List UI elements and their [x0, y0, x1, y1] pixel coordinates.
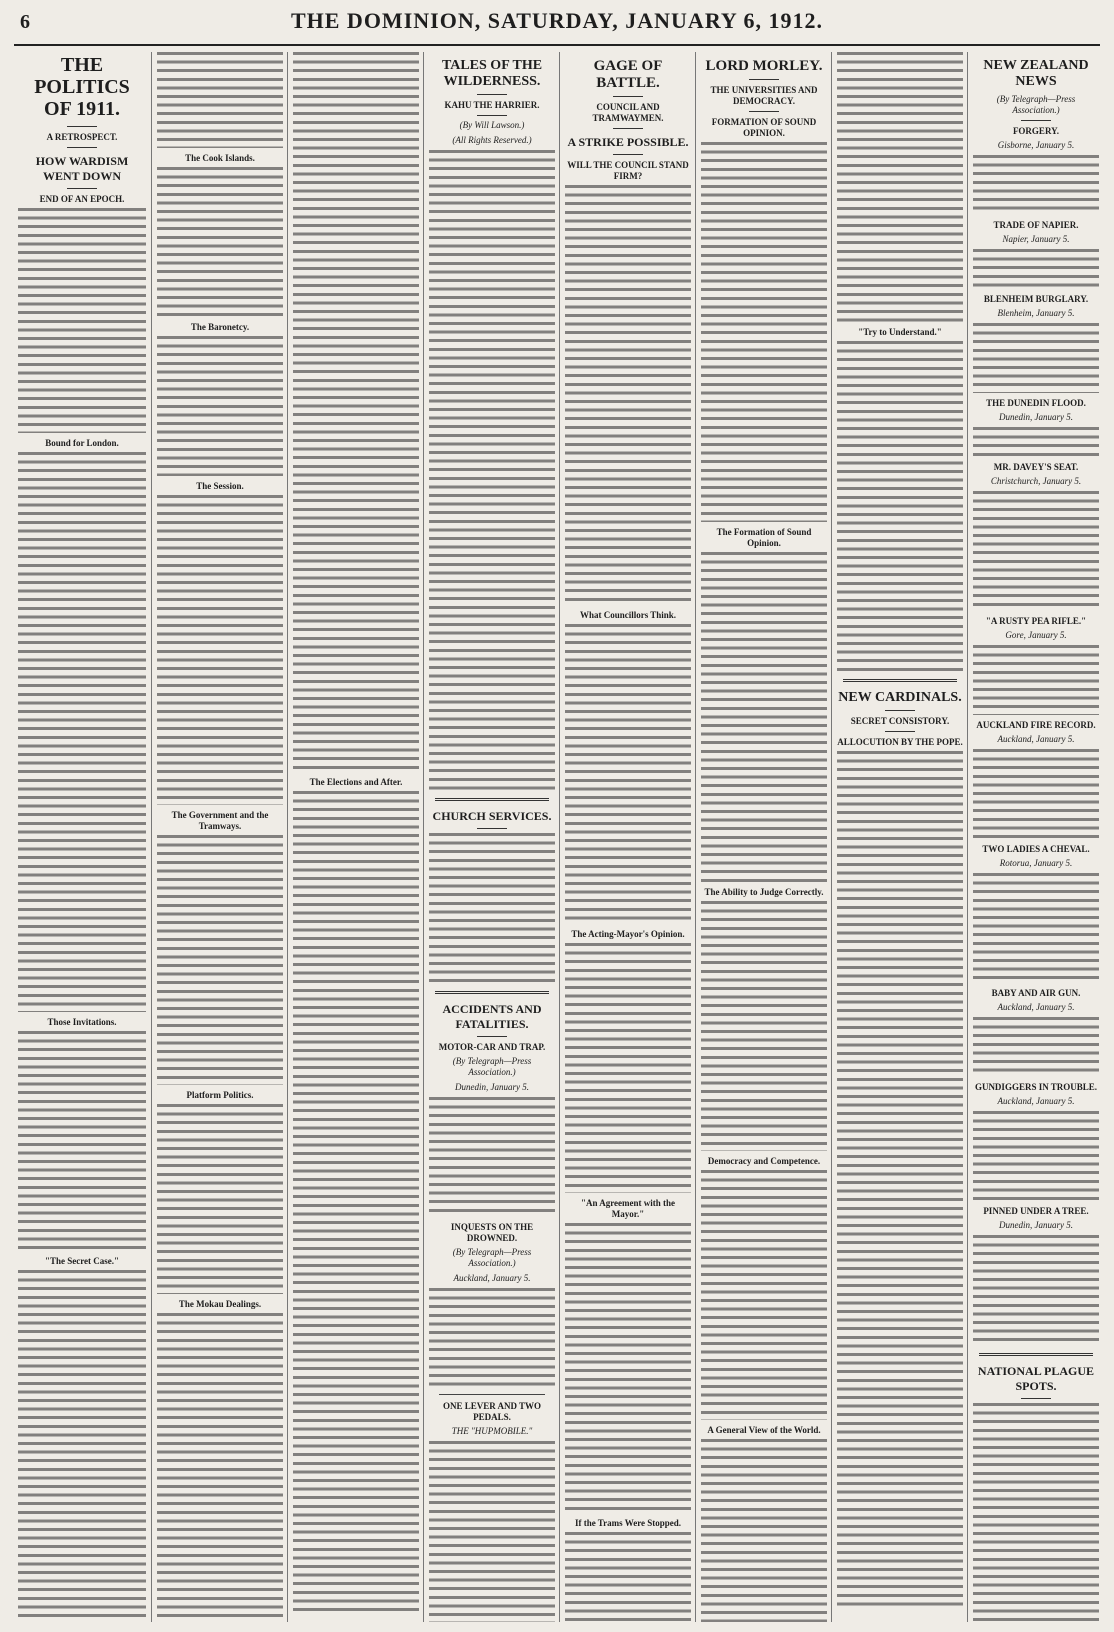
article-body — [565, 1223, 691, 1513]
article-body — [837, 751, 963, 1611]
article-kicker: THE UNIVERSITIES AND DEMOCRACY. — [710, 85, 818, 106]
section-heading: "An Agreement with the Mayor." — [580, 1198, 676, 1219]
section-heading: The Mokau Dealings. — [178, 1299, 262, 1309]
cardinals-subhead: ALLOCUTION BY THE POPE. — [837, 737, 963, 747]
news-credit: (By Telegraph—Press Association.) — [452, 1056, 532, 1077]
divider — [1021, 1398, 1051, 1399]
article-body — [293, 52, 419, 772]
article-subhead-2: END OF AN EPOCH. — [39, 194, 125, 204]
section-heading: "Try to Understand." — [858, 327, 942, 337]
section-heading: If the Trams Were Stopped. — [574, 1518, 682, 1528]
section-heading: Bound for London. — [45, 438, 119, 448]
news-item-title: TWO LADIES A CHEVAL. — [982, 844, 1090, 854]
section-heading: The Government and the Tramways. — [171, 810, 269, 831]
news-item-title: "A RUSTY PEA RIFLE." — [985, 616, 1087, 626]
news-item-title: MOTOR-CAR AND TRAP. — [438, 1042, 546, 1052]
column-divider — [151, 52, 152, 1622]
news-item-title: INQUESTS ON THE DROWNED. — [450, 1222, 534, 1243]
divider — [979, 1353, 1093, 1356]
news-dateline: Auckland, January 5. — [453, 1273, 531, 1283]
divider — [843, 679, 957, 682]
advert-body — [429, 1441, 555, 1622]
divider — [477, 115, 507, 116]
article-kicker: KAHU THE HARRIER. — [444, 100, 540, 110]
article-body — [157, 835, 283, 1085]
column-divider — [287, 52, 288, 1622]
column-politics-cont — [153, 52, 287, 1622]
cardinals-headline: NEW CARDINALS. — [838, 690, 962, 705]
news-item-body — [973, 323, 1099, 393]
page-number: 6 — [20, 10, 30, 33]
article-body — [293, 791, 419, 1611]
divider — [477, 94, 507, 95]
news-item-body — [973, 1235, 1099, 1345]
divider — [613, 154, 643, 155]
news-item-title: FORGERY. — [1012, 126, 1060, 136]
article-body — [701, 142, 827, 522]
news-dateline: Christchurch, January 5. — [990, 476, 1082, 486]
news-item-body — [973, 645, 1099, 715]
news-item-body — [973, 749, 1099, 839]
divider — [477, 828, 507, 829]
divider — [1021, 120, 1051, 121]
advert-subhead: THE "HUPMOBILE." — [451, 1426, 533, 1436]
divider — [885, 710, 915, 711]
divider — [67, 126, 97, 127]
news-dateline: Gore, January 5. — [1005, 630, 1067, 640]
masthead — [0, 0, 1114, 44]
column-divider — [695, 52, 696, 1622]
section-heading: The Formation of Sound Opinion. — [716, 527, 812, 548]
news-item-title: BLENHEIM BURGLARY. — [983, 294, 1089, 304]
accidents-headline: ACCIDENTS AND FATALITIES. — [442, 1002, 542, 1031]
article-headline-wilderness: TALES OF THE WILDERNESS. — [441, 58, 543, 89]
column-divider — [559, 52, 560, 1622]
column-divider — [423, 52, 424, 1622]
news-item-title: THE DUNEDIN FLOOD. — [986, 398, 1086, 408]
article-body — [18, 208, 146, 433]
article-body — [429, 150, 555, 790]
section-heading: The Ability to Judge Correctly. — [704, 887, 824, 897]
article-body — [701, 1439, 827, 1622]
section-heading: The Baronetcy. — [190, 322, 250, 332]
article-subhead: A STRIKE POSSIBLE. — [567, 135, 689, 149]
column-politics-end — [289, 52, 423, 1622]
news-item-title: AUCKLAND FIRE RECORD. — [976, 720, 1096, 730]
news-item-body — [973, 873, 1099, 983]
divider — [749, 79, 779, 80]
divider — [885, 731, 915, 732]
article-body — [157, 167, 283, 317]
column-lord-morley — [697, 52, 831, 1622]
article-body — [157, 336, 283, 476]
column-morley-cardinals — [833, 52, 967, 1622]
divider — [67, 188, 97, 189]
news-dateline: Dunedin, January 5. — [455, 1082, 529, 1092]
news-credit: (By Telegraph—Press Association.) — [996, 94, 1076, 115]
news-item-body — [973, 1111, 1099, 1201]
cardinals-kicker: SECRET CONSISTORY. — [850, 716, 950, 726]
news-item-title: MR. DAVEY'S SEAT. — [993, 462, 1079, 472]
article-body — [565, 185, 691, 605]
section-heading: The Acting-Mayor's Opinion. — [571, 929, 685, 939]
section-heading: What Councillors Think. — [579, 610, 677, 620]
news-dateline: Auckland, January 5. — [997, 1096, 1075, 1106]
news-item-body — [973, 1017, 1099, 1077]
article-subhead: FORMATION OF SOUND OPINION. — [711, 117, 817, 138]
news-dateline: Rotorua, January 5. — [999, 858, 1073, 868]
article-headline-gage: GAGE OF BATTLE. — [593, 58, 663, 91]
article-body — [157, 1104, 283, 1294]
article-body — [429, 1288, 555, 1388]
article-body — [18, 452, 146, 1012]
divider — [749, 111, 779, 112]
article-body — [157, 495, 283, 805]
article-subhead-2: WILL THE COUNCIL STAND FIRM? — [567, 160, 689, 181]
section-heading: The Cook Islands. — [185, 153, 255, 163]
column-gage-of-battle — [561, 52, 695, 1622]
news-item-title: PINNED UNDER A TREE. — [983, 1206, 1089, 1216]
article-headline-morley: LORD MORLEY. — [705, 58, 823, 74]
news-item-title: GUNDIGGERS IN TROUBLE. — [974, 1082, 1098, 1092]
news-item-body — [973, 155, 1099, 215]
divider — [613, 96, 643, 97]
plague-headline: NATIONAL PLAGUE SPOTS. — [977, 1364, 1095, 1393]
article-body — [973, 1403, 1099, 1622]
news-item-title: BABY AND AIR GUN. — [991, 988, 1081, 998]
advert-headline: ONE LEVER AND TWO PEDALS. — [442, 1401, 542, 1422]
article-body — [565, 943, 691, 1193]
rights-note: (All Rights Reserved.) — [452, 135, 532, 145]
article-subhead: HOW WARDISM WENT DOWN — [35, 154, 129, 183]
news-item-body — [973, 427, 1099, 457]
church-headline: CHURCH SERVICES. — [432, 809, 552, 823]
article-body — [157, 1313, 283, 1622]
column-wilderness — [425, 52, 559, 1622]
article-body — [701, 901, 827, 1151]
article-headline-politics: THE POLITICS OF 1911. — [34, 54, 130, 120]
news-dateline: Auckland, January 5. — [997, 734, 1075, 744]
divider — [67, 147, 97, 148]
news-item-body — [973, 249, 1099, 289]
section-heading: The Session. — [196, 481, 244, 491]
news-item-title: TRADE OF NAPIER. — [993, 220, 1079, 230]
article-body — [429, 833, 555, 983]
article-body — [837, 52, 963, 322]
column-divider — [831, 52, 832, 1622]
article-kicker: A RETROSPECT. — [46, 132, 118, 142]
article-body — [837, 341, 963, 671]
divider — [439, 1394, 545, 1395]
article-kicker: COUNCIL AND TRAMWAYMEN. — [592, 102, 664, 123]
article-body — [565, 624, 691, 924]
section-heading: Democracy and Competence. — [707, 1156, 821, 1166]
column-divider — [967, 52, 968, 1622]
column-nz-news — [969, 52, 1103, 1622]
newspaper-title: THE DOMINION, SATURDAY, JANUARY 6, 1912. — [290, 8, 824, 33]
divider — [435, 991, 549, 994]
news-dateline: Napier, January 5. — [1002, 234, 1070, 244]
byline: (By Will Lawson.) — [459, 120, 525, 130]
section-heading: Those Invitations. — [47, 1017, 117, 1027]
article-body — [565, 1532, 691, 1622]
column-politics — [14, 52, 150, 1622]
news-dateline: Dunedin, January 5. — [999, 1220, 1073, 1230]
article-body — [157, 52, 283, 148]
divider — [435, 798, 549, 801]
article-body — [18, 1031, 146, 1251]
news-item-body — [973, 491, 1099, 611]
news-credit: (By Telegraph—Press Association.) — [452, 1247, 532, 1268]
article-body — [429, 1097, 555, 1217]
news-dateline: Dunedin, January 5. — [999, 412, 1073, 422]
masthead-rule — [14, 44, 1100, 46]
section-heading: The Elections and After. — [309, 777, 403, 787]
section-heading: Platform Politics. — [186, 1090, 254, 1100]
news-dateline: Auckland, January 5. — [997, 1002, 1075, 1012]
section-heading: A General View of the World. — [707, 1425, 821, 1435]
divider — [477, 1036, 507, 1037]
nz-news-headline: NEW ZEALAND NEWS — [983, 58, 1089, 89]
news-dateline: Blenheim, January 5. — [997, 308, 1075, 318]
article-body — [18, 1270, 146, 1622]
news-dateline: Gisborne, January 5. — [997, 140, 1075, 150]
divider — [613, 128, 643, 129]
article-body — [701, 552, 827, 882]
section-heading: "The Secret Case." — [44, 1256, 120, 1266]
article-body — [701, 1170, 827, 1420]
